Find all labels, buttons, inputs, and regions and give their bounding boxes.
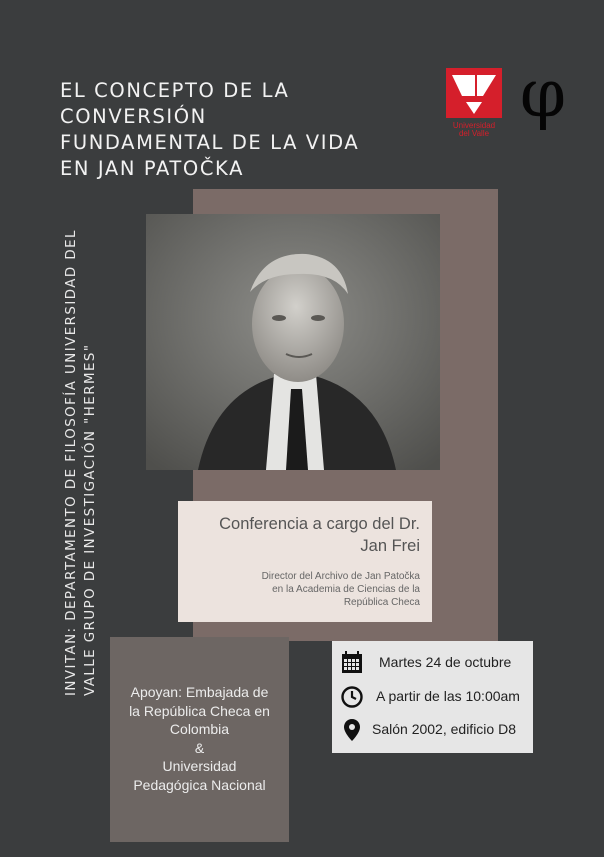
role-line-1: Director del Archivo de Jan Patočka <box>261 571 420 582</box>
event-time: A partir de las 10:00am <box>376 688 520 704</box>
title-line-1: EL CONCEPTO DE LA <box>60 79 290 102</box>
event-place-row <box>332 718 533 742</box>
univalle-emblem-graphic <box>446 68 502 118</box>
event-date: Martes 24 de octubre <box>379 654 512 670</box>
location-pin-icon <box>340 718 364 742</box>
universidad-del-valle-logo <box>446 68 502 148</box>
invitation-vertical-text <box>62 226 100 696</box>
univalle-caption-line-2: del Valle <box>458 129 490 138</box>
conference-line-1: Conferencia a cargo del Dr. <box>219 515 420 533</box>
calendar-icon <box>340 651 364 675</box>
invite-line-1: INVITAN: DEPARTAMENTO DE FILOSOFÍA UNIVERSIDAD DEL <box>64 229 79 696</box>
event-time-row <box>332 685 533 709</box>
support-line-2: la República Checa en <box>129 702 270 719</box>
title-line-2: CONVERSIÓN <box>60 105 207 128</box>
clock-icon <box>340 685 364 709</box>
support-line-4: & <box>194 739 205 756</box>
lecturer-card <box>178 501 432 622</box>
univalle-emblem <box>446 68 502 118</box>
univalle-caption-line-1: Universidad <box>452 121 496 130</box>
event-date-row <box>332 651 533 675</box>
jan-patocka-portrait <box>146 214 440 470</box>
invite-line-2: VALLE GRUPO DE INVESTIGACIÓN "HERMES" <box>83 343 98 696</box>
conference-line-2: Jan Frei <box>360 537 420 555</box>
support-line-3: Colombia <box>169 721 230 737</box>
role-line-3: República Checa <box>343 597 420 608</box>
role-line-2: en la Academia de Ciencias de la <box>272 584 420 595</box>
support-line-5: Universidad <box>162 758 237 774</box>
philosophy-phi-logo <box>512 64 574 138</box>
univalle-caption <box>446 122 502 138</box>
support-line-6: Pedagógica Nacional <box>133 776 266 793</box>
svg-text:φ: φ <box>519 64 567 132</box>
title-line-4: EN JAN PATOČKA <box>60 157 245 180</box>
phi-icon <box>512 64 574 138</box>
portrait-photo <box>146 214 440 470</box>
support-panel <box>110 637 289 842</box>
poster-title <box>60 78 420 182</box>
support-line-1: Apoyan: Embajada de <box>130 684 269 700</box>
event-details-panel <box>332 641 533 753</box>
event-place: Salón 2002, edificio D8 <box>372 721 516 737</box>
title-line-3: FUNDAMENTAL DE LA VIDA <box>60 131 360 154</box>
